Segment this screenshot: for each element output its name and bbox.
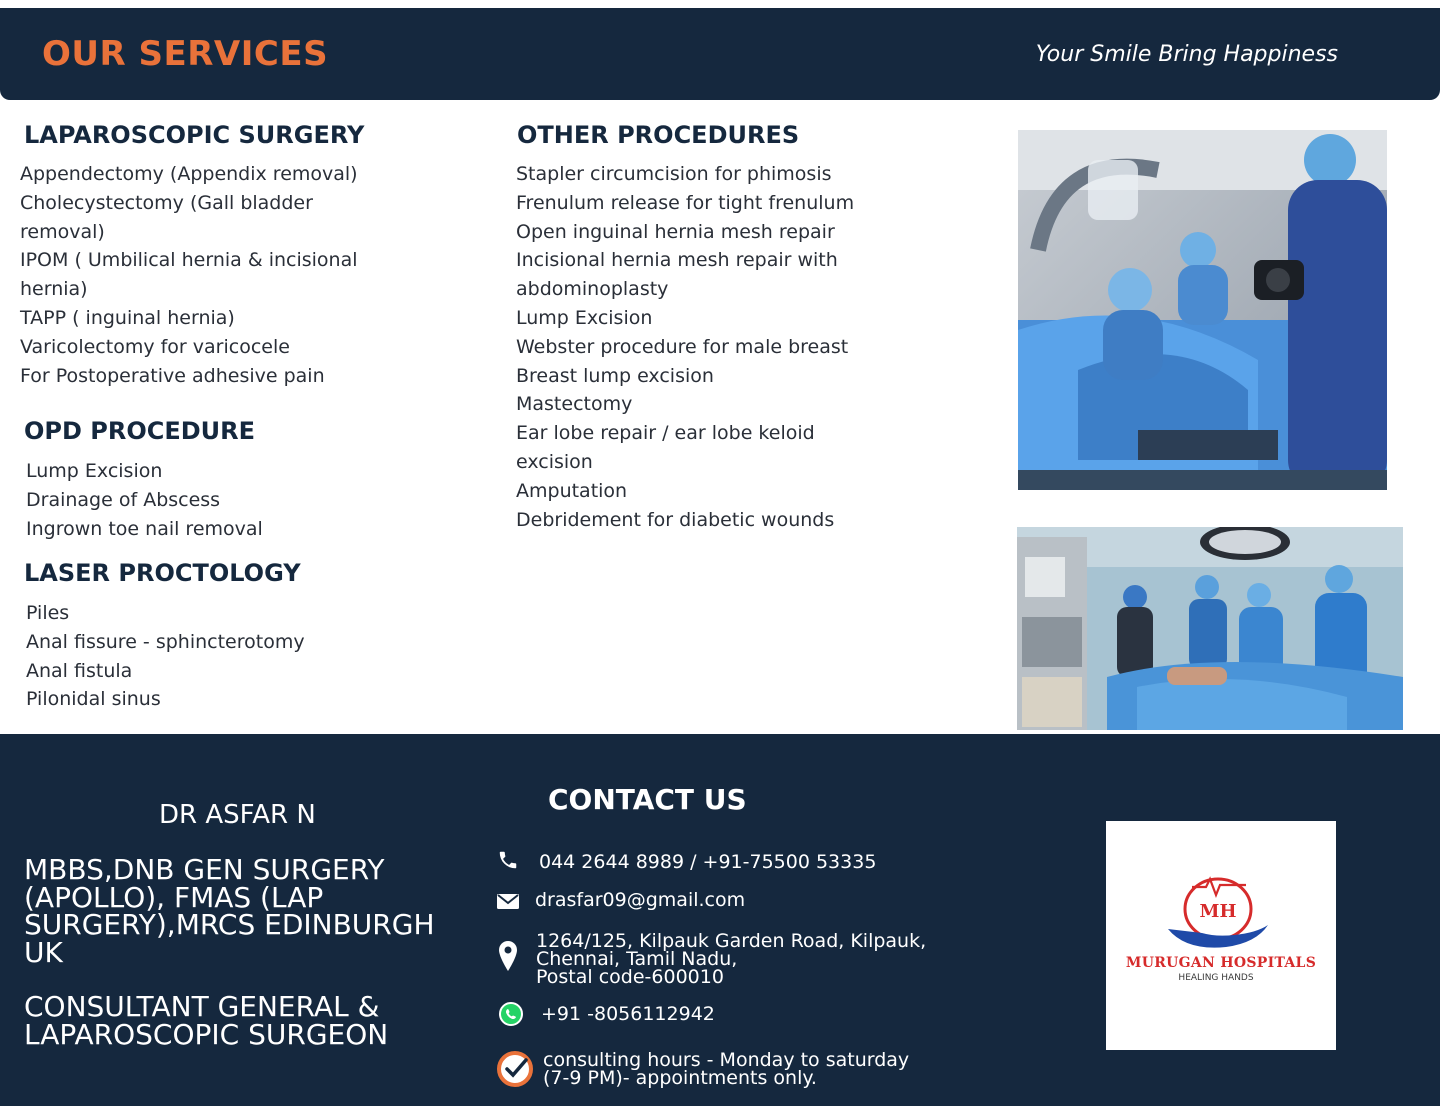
list-item: Incisional hernia mesh repair with abdominoplasty xyxy=(516,249,838,301)
doctor-role: CONSULTANT GENERAL & LAPAROSCOPIC SURGEON xyxy=(24,990,389,1051)
list-item: Breast lump excision xyxy=(516,364,714,387)
contact-hours-line2: (7-9 PM)- appointments only. xyxy=(543,1067,817,1089)
clock-check-icon xyxy=(496,1048,536,1092)
list-item: Mastectomy xyxy=(516,393,633,416)
list-item: Appendectomy (Appendix removal) xyxy=(20,163,358,185)
logo-initials: MH xyxy=(1199,901,1237,922)
hospital-logo xyxy=(1106,821,1336,1050)
laparoscopic-list xyxy=(20,160,398,390)
envelope-icon xyxy=(497,892,519,914)
page-title: OUR SERVICES xyxy=(42,34,329,74)
list-item: Debridement for diabetic wounds xyxy=(516,508,835,531)
list-item: IPOM ( Umbilical hernia & incisional hernia) xyxy=(20,249,358,301)
phone-icon xyxy=(497,849,519,875)
tagline: Your Smile Bring Happiness xyxy=(1035,42,1338,67)
logo-name: MURUGAN HOSPITALS xyxy=(1125,955,1317,971)
contact-phone[interactable]: 044 2644 8989 / +91-75500 53335 xyxy=(539,851,877,873)
list-item: Stapler circumcision for phimosis xyxy=(516,163,832,185)
contact-hours-line1: consulting hours - Monday to saturday xyxy=(543,1049,910,1071)
other-list xyxy=(516,160,896,534)
list-item: Piles xyxy=(26,602,70,624)
opd-list xyxy=(26,457,466,543)
list-item: Lump Excision xyxy=(516,306,653,329)
list-item: Anal fistula xyxy=(26,659,133,682)
doctor-name: DR ASFAR N xyxy=(159,800,316,830)
surgery-photo-2 xyxy=(1017,527,1403,730)
contact-heading: CONTACT US xyxy=(548,783,747,816)
list-item: Webster procedure for male breast xyxy=(516,335,849,358)
list-item: Anal fissure - sphincterotomy xyxy=(26,630,305,653)
contact-email[interactable]: drasfar09@gmail.com xyxy=(535,889,746,911)
list-item: Varicolectomy for varicocele xyxy=(20,335,290,358)
contact-address-line3: Postal code-600010 xyxy=(536,966,724,988)
contact-whatsapp[interactable]: +91 -8056112942 xyxy=(541,1003,715,1025)
logo-subtitle: HEALING HANDS xyxy=(1178,973,1254,983)
laparoscopic-heading: LAPAROSCOPIC SURGERY xyxy=(24,121,365,149)
list-item: Lump Excision xyxy=(26,460,163,482)
surgery-photo-1 xyxy=(1018,130,1387,490)
opd-heading: OPD PROCEDURE xyxy=(24,417,256,445)
list-item: Open inguinal hernia mesh repair xyxy=(516,220,835,243)
whatsapp-icon xyxy=(498,1001,524,1031)
list-item: Ear lobe repair / ear lobe keloid excision xyxy=(516,422,815,473)
laser-heading: LASER PROCTOLOGY xyxy=(24,559,301,587)
contact-address-line2: Chennai, Tamil Nadu, xyxy=(536,948,738,970)
list-item: Amputation xyxy=(516,479,628,502)
list-item: Frenulum release for tight frenulum xyxy=(516,191,855,214)
list-item: For Postoperative adhesive pain xyxy=(20,364,325,387)
contact-address-line1: 1264/125, Kilpauk Garden Road, Kilpauk, xyxy=(536,930,927,952)
list-item: Ingrown toe nail removal xyxy=(26,517,263,540)
doctor-qualifications: MBBS,DNB GEN SURGERY (APOLLO), FMAS (LAP SURGERY),MRCS EDINBURGH UK xyxy=(24,853,435,969)
map-pin-icon xyxy=(499,941,517,975)
list-item: Pilonidal sinus xyxy=(26,688,161,711)
list-item: Cholecystectomy (Gall bladder removal) xyxy=(20,191,313,243)
laser-list xyxy=(26,599,466,714)
other-heading: OTHER PROCEDURES xyxy=(517,121,800,149)
list-item: Drainage of Abscess xyxy=(26,488,221,511)
list-item: TAPP ( inguinal hernia) xyxy=(20,306,235,329)
